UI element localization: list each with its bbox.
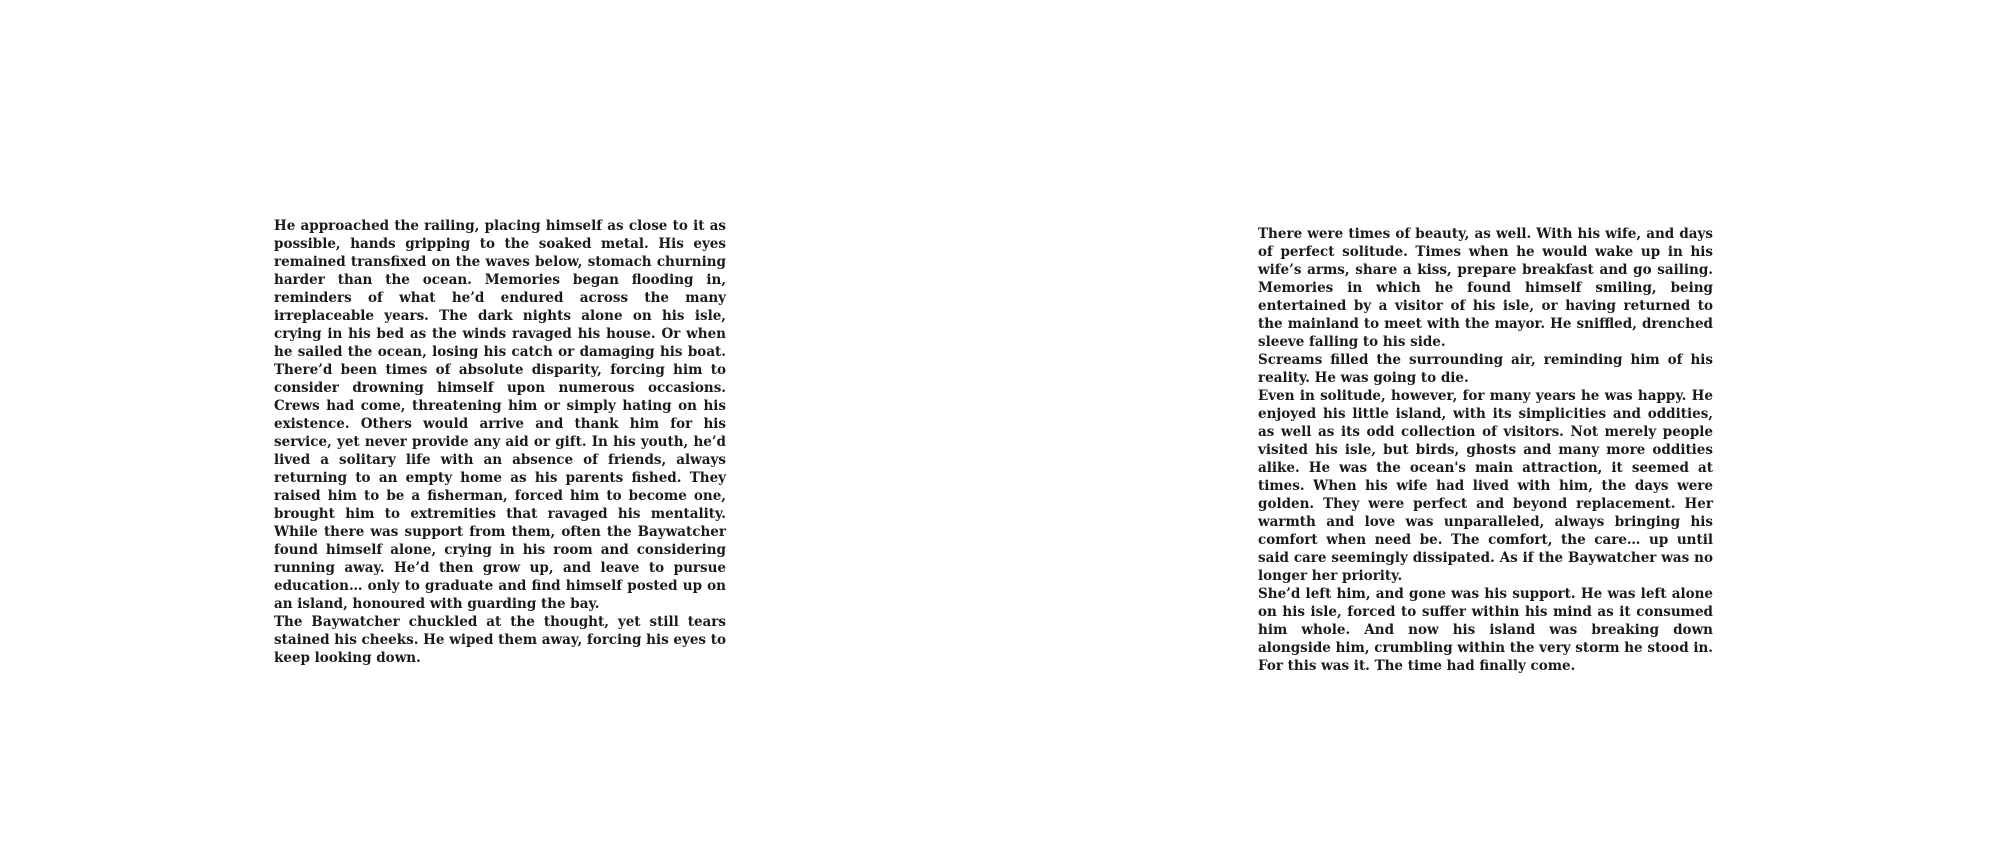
paragraph: Even in solitude, however, for many years he was happy. He enjoyed his little island, with its simplicities and oddities, as well as its odd collection of visitors. Not merely people visited his isle, but birds, ghosts and many more oddities alike. He was the ocean's main attraction, it seemed at times. When his wife had lived with him, the days were golden. They were perfect and beyond replacement. Her warmth and love was unparalleled, always bringing his comfort when need be. The comfort, the care… up until said care seemingly dissipated. As if the Baywatcher was no longer her priority. <box>1258 388 1713 584</box>
right-page-text <box>1258 225 1713 675</box>
paragraph: She’d left him, and gone was his support. He was left alone on his isle, forced to suffer within his mind as it consumed him whole. And now his island was breaking down alongside him, crumbling within the very storm he stood in. For this was it. The time had finally come. <box>1258 586 1713 674</box>
paragraph: Screams filled the surrounding air, reminding him of his reality. He was going to die. <box>1258 352 1713 386</box>
left-page-text <box>274 217 726 667</box>
paragraph: He approached the railing, placing himself as close to it as possible, hands gripping to the soaked metal. His eyes remained transfixed on the waves below, stomach churning harder than the ocean. Memories began flooding in, reminders of what he’d endured across the many irreplaceable years. The dark nights alone on his isle, crying in his bed as the winds ravaged his house. Or when he sailed the ocean, losing his catch or damaging his boat. There’d been times of absolute disparity, forcing him to consider drowning himself upon numerous occasions. Crews had come, threatening him or simply hating on his existence. Others would arrive and thank him for his service, yet never provide any aid or gift. In his youth, he’d lived a solitary life with an absence of friends, always returning to an empty home as his parents fished. They raised him to be a fisherman, forced him to become one, brought him to extremities that ravaged his mentality. While there was support from them, often the Baywatcher found himself alone, crying in his room and considering running away. He’d then grow up, and leave to pursue education… only to graduate and find himself posted up on an island, honoured with guarding the bay. <box>274 218 726 612</box>
paragraph: The Baywatcher chuckled at the thought, yet still tears stained his cheeks. He wiped them away, forcing his eyes to keep looking down. <box>274 614 726 666</box>
paragraph: There were times of beauty, as well. With his wife, and days of perfect solitude. Times when he would wake up in his wife’s arms, share a kiss, prepare breakfast and go sailing. Memories in which he found himself smiling, being entertained by a visitor of his isle, or having returned to the mainland to meet with the mayor. He sniffled, drenched sleeve falling to his side. <box>1258 226 1713 350</box>
